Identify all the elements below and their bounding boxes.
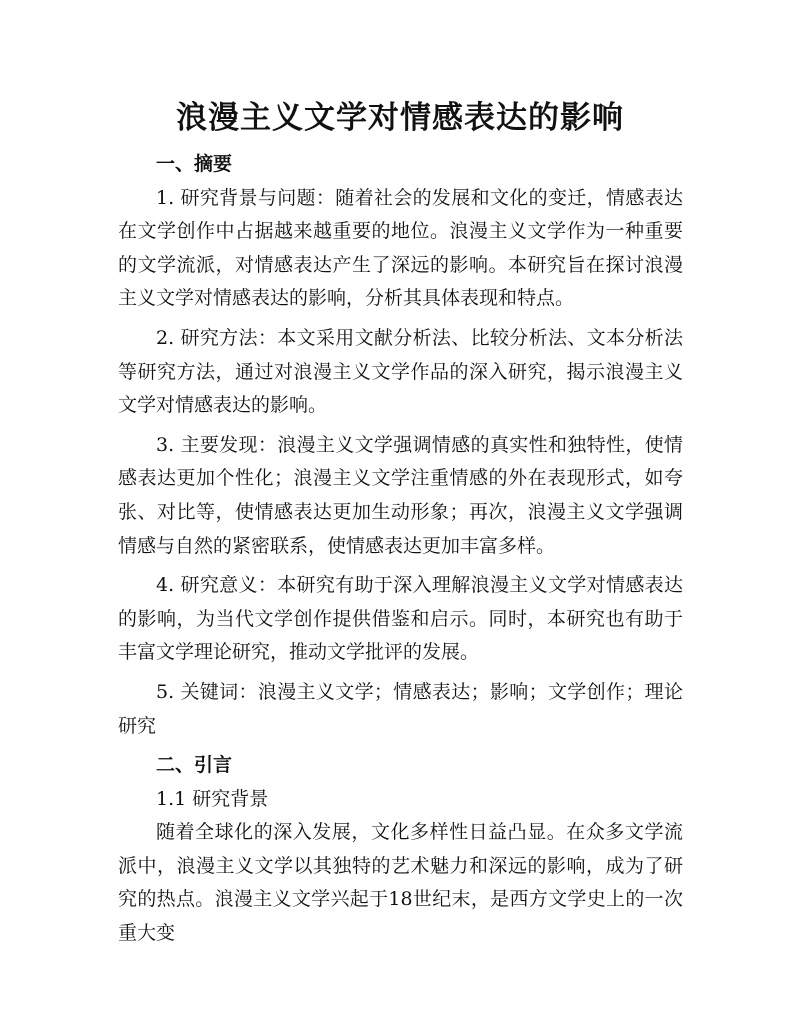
abstract-item: 3. 主要发现：浪漫主义文学强调情感的真实性和独特性，使情感表达更加个性化；浪漫主义文学注重情感的外在表现形式，如夸张、对比等，使情感表达更加生动形象；再次，浪漫主义文学强调情感与自然的紧密联系，使情感表达更加丰富多样。 [118,433,683,557]
document-title: 浪漫主义文学对情感表达的影响 [176,100,624,136]
abstract-item: 2. 研究方法：本文采用文献分析法、比较分析法、文本分析法等研究方法，通过对浪漫主义文学作品的深入研究，揭示浪漫主义文学对情感表达的影响。 [118,326,683,417]
section-heading-abstract: 一、摘要 [156,153,233,175]
document-body [118,148,683,957]
abstract-item: 4. 研究意义：本研究有助于深入理解浪漫主义文学对情感表达的影响，为当代文学创作提供借鉴和启示。同时，本研究也有助于丰富文学理论研究，推动文学批评的发展。 [118,574,683,664]
abstract-item: 5. 关键词：浪漫主义文学；情感表达；影响；文学创作；理论研究 [118,680,683,737]
intro-paragraph: 随着全球化的深入发展，文化多样性日益凸显。在众多文学流派中，浪漫主义文学以其独特的艺术魅力和深远的影响，成为了研究的热点。浪漫主义文学兴起于18世纪末，是西方文学史上的一次重大变 [118,821,683,945]
subsection-heading: 1.1 研究背景 [156,787,269,810]
section-heading-intro: 二、引言 [156,754,233,777]
abstract-item: 1. 研究背景与问题：随着社会的发展和文化的变迁，情感表达在文学创作中占据越来越重要的地位。浪漫主义文学作为一种重要的文学流派，对情感表达产生了深远的影响。本研究旨在探讨浪漫主义文学对情感表达的影响，分析其具体表现和特点。 [118,186,683,310]
